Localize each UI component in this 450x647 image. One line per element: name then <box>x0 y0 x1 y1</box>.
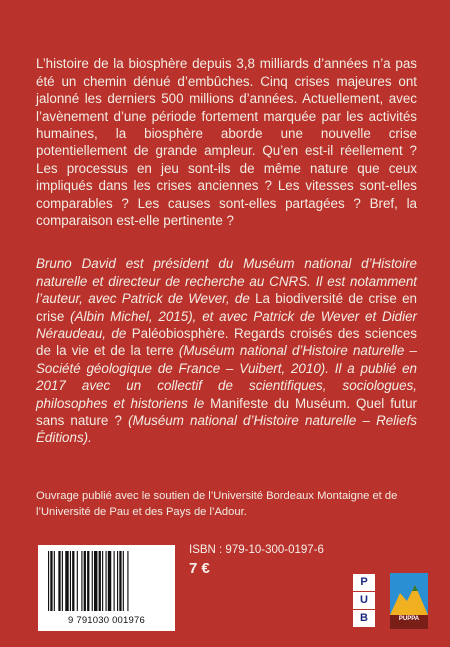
bio-title-3: Manifeste du Muséum. Quel futur sans nature ? <box>36 395 417 429</box>
pub-logo-letter-u: U <box>353 592 375 609</box>
barcode-bar <box>70 551 71 611</box>
barcode-bar <box>65 551 68 611</box>
barcode-bar <box>84 551 86 611</box>
barcode-bars <box>46 551 167 613</box>
author-bio <box>36 255 417 446</box>
barcode-bar <box>62 551 63 611</box>
bio-part-4: (Muséum national d’Histoire naturelle – Reliefs Éditions). <box>36 413 417 446</box>
barcode-bar <box>114 551 115 611</box>
pub-publisher-logo <box>353 574 375 628</box>
barcode-bar <box>92 551 93 611</box>
book-summary: L’histoire de la biosphère depuis 3,8 milliards d’années n’a pas été un chemin dénué d’embûches. Cinq crises majeures ont jalonné les derniers 500 millions d’années. Actuellement, avec l’avènement d’une période fortement marquée par les activités humaines, la biosphère aborde une nouvelle crise potentiellement de grande ampleur. Qu’en est-il réellement ? Les processus en jeu sont-ils de même nature que ceux impliqués dans les crises anciennes ? Les vitesses sont-elles comparables ? Les causes sont-elles partagées ? Bref, la comparaison est-elle pertinente ? <box>36 56 417 229</box>
barcode-bar <box>77 551 78 611</box>
puppa-label: PUPPA <box>398 616 420 622</box>
barcode-bar <box>94 551 97 611</box>
barcode-bar <box>99 551 101 611</box>
barcode-bar <box>87 551 89 611</box>
price: 7 € <box>189 560 210 577</box>
barcode-bar <box>117 551 118 611</box>
barcode-bar <box>54 551 55 611</box>
barcode-bar <box>108 551 111 611</box>
isbn: ISBN : 979-10-300-0197-6 <box>189 544 324 556</box>
barcode-bar <box>81 551 82 611</box>
bio-part-1: Bruno David est président du Muséum national d’Histoire naturelle et directeur de recherche au CNRS. Il est notamment l’auteur, avec Patrick de Wever, de <box>36 256 417 307</box>
barcode-bar <box>106 551 107 611</box>
pub-logo-letter-b: B <box>353 610 375 627</box>
publication-support-note: Ouvrage publié avec le soutien de l’Université Bordeaux Montaigne et de l’Université de Pau et des Pays de l’Adour. <box>36 490 398 518</box>
barcode-bar <box>127 551 128 611</box>
bio-title-2: Paléobiosphère. Regards croisés des sciences de la vie et de la terre <box>36 326 417 359</box>
bio-part-3: (Muséum national d’Histoire naturelle – Société géologique de France – Vuibert, 2010). Il a publié en 2017 avec un collectif de scientifiques, sociologues, philosophes et historiens le <box>36 343 417 411</box>
barcode-bar <box>72 551 74 611</box>
barcode-bar <box>50 551 52 611</box>
barcode-bar <box>119 551 121 611</box>
pub-logo-letter-p: P <box>353 574 375 591</box>
bio-part-2: (Albin Michel, 2015), et avec Patrick de Wever et Didier Néraudeau, de <box>36 308 417 342</box>
barcode-bar <box>102 551 103 611</box>
barcode-digits: 9 791030 001976 <box>68 615 145 626</box>
barcode <box>38 545 175 631</box>
barcode-bar <box>123 551 124 611</box>
barcode-bar <box>48 551 49 611</box>
bio-title-1: La biodiversité de crise en crise <box>36 291 417 324</box>
puppa-logo <box>390 573 428 629</box>
barcode-bar <box>58 551 60 611</box>
